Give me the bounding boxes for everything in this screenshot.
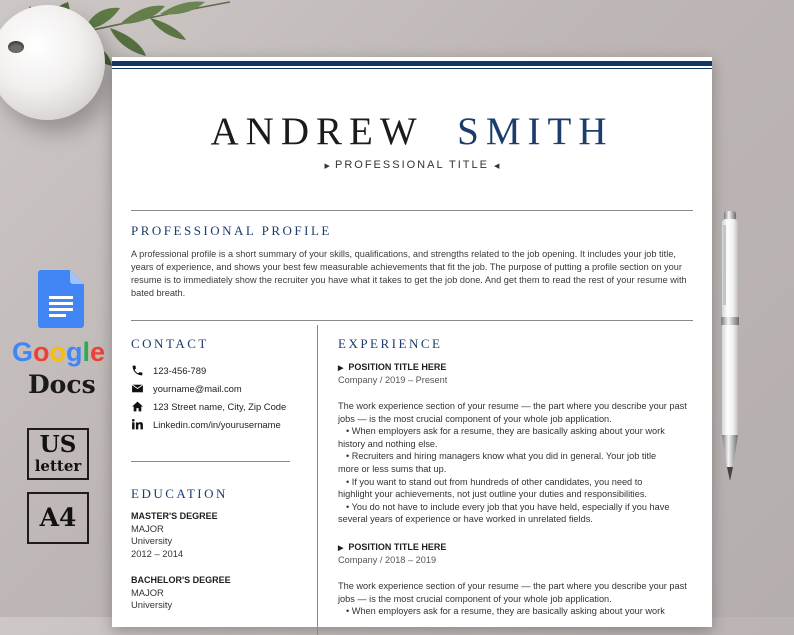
job-bullet: • When employers ask for a resume, they are basically asking about your work: [346, 426, 665, 437]
contact-email: [131, 381, 242, 395]
profile-text: A professional profile is a short summary of your skills, qualifications, and strengths related to the job opening. It includes your job title, years of experience, and shows your best few measurable achievements that fit the job. The purpose of putting a profile section on your resume is to immediately show the recruiter you have what it takes to get the job done. And get them to read the rest of your resume with bated breath.: [131, 249, 687, 298]
divider: [131, 210, 693, 211]
last-name: SMITH: [457, 110, 614, 153]
google-letter: l: [82, 337, 91, 367]
major: MAJOR: [131, 586, 164, 598]
job-title-text: POSITION TITLE HERE: [348, 542, 447, 552]
triangle-right-icon: ▶: [338, 365, 344, 372]
experience-heading: EXPERIENCE: [338, 336, 443, 351]
job-bullet: • Recruiters and hiring managers know what you did in general. Your job title: [346, 451, 657, 462]
contact-text: yourname@mail.com: [153, 382, 242, 394]
linkedin-icon: [131, 418, 144, 431]
job-title-text: POSITION TITLE HERE: [348, 362, 447, 372]
us-letter-badge: [27, 428, 89, 480]
divider: [131, 320, 693, 321]
google-letter: e: [90, 337, 106, 367]
job-bullet: • If you want to stand out from hundreds of other candidates, you need to: [346, 476, 643, 487]
years: 2012 – 2014: [131, 547, 184, 559]
google-letter: g: [66, 337, 83, 367]
degree: MASTER'S DEGREE: [131, 511, 218, 521]
contact-text: Linkedin.com/in/yourusername: [153, 418, 281, 430]
contact-text: 123-456-789: [153, 364, 207, 376]
job-line: more or less sums that up.: [338, 463, 447, 474]
divider: [131, 461, 290, 462]
resume-page: [112, 57, 712, 627]
google-letter: o: [49, 337, 67, 367]
job-bullet: • When employers ask for a resume, they are basically asking about your work: [346, 606, 665, 617]
school: University: [131, 535, 173, 547]
vase-opening: [8, 41, 24, 53]
job-line: history and nothing else.: [338, 438, 438, 449]
contact-phone: [131, 363, 206, 377]
triangle-right-icon: ▶: [324, 163, 330, 170]
job-header: [338, 362, 447, 385]
letter-badge-label: letter: [34, 457, 82, 475]
triangle-right-icon: ▶: [338, 545, 344, 552]
mail-icon: [131, 382, 144, 395]
job-line: several years of experience or have worked in unrelated fields.: [338, 514, 593, 525]
major: MAJOR: [131, 522, 164, 534]
school: University: [131, 599, 173, 611]
education-heading: EDUCATION: [131, 486, 228, 501]
degree: BACHELOR'S DEGREE: [131, 575, 231, 585]
google-letter: G: [12, 337, 34, 367]
header-bar: [112, 61, 712, 66]
job-header: [338, 542, 446, 565]
professional-title-text: PROFESSIONAL TITLE: [335, 159, 489, 171]
home-icon: [131, 400, 144, 413]
pen: [716, 205, 744, 505]
vase: [0, 5, 105, 120]
contact-text: 123 Street name, City, Zip Code: [153, 400, 287, 412]
professional-title: [112, 159, 712, 171]
profile-heading: PROFESSIONAL PROFILE: [131, 223, 332, 238]
job-bullet: • You do not have to include every job that you have held, especially if you have: [346, 501, 670, 512]
google-wordmark: [12, 337, 105, 368]
contact-linkedin: [131, 417, 281, 431]
column-divider: [317, 325, 318, 635]
job-line: jobs — is the most crucial component of your whole job application.: [338, 413, 612, 424]
job-line: The work experience section of your resume — the part where you describe your past: [338, 581, 687, 591]
google-letter: o: [33, 337, 50, 367]
first-name: ANDREW: [210, 110, 424, 153]
triangle-left-icon: ◀: [494, 163, 500, 170]
contact-heading: CONTACT: [131, 336, 209, 351]
phone-icon: [131, 364, 144, 377]
job-title: [338, 362, 447, 372]
job-description: [338, 400, 690, 526]
docs-label: Docs: [28, 370, 96, 399]
google-docs-icon: [38, 270, 84, 328]
job-description: [338, 580, 690, 618]
a4-badge: A4: [27, 492, 89, 544]
header-line: [112, 68, 712, 69]
job-company: Company / 2018 – 2019: [338, 555, 437, 565]
job-company: Company / 2019 – Present: [338, 375, 448, 385]
candidate-name: [112, 109, 712, 154]
us-badge-label: US: [39, 431, 77, 458]
education-entry: [131, 510, 218, 560]
education-entry: [131, 574, 231, 612]
contact-address: [131, 399, 286, 413]
job-line: highlight your achievements, not just outline your duties and responsibilities.: [338, 489, 647, 500]
job-line: jobs — is the most crucial component of your whole job application.: [338, 593, 612, 604]
job-title: [338, 542, 446, 552]
job-line: The work experience section of your resume — the part where you describe your past: [338, 401, 687, 411]
